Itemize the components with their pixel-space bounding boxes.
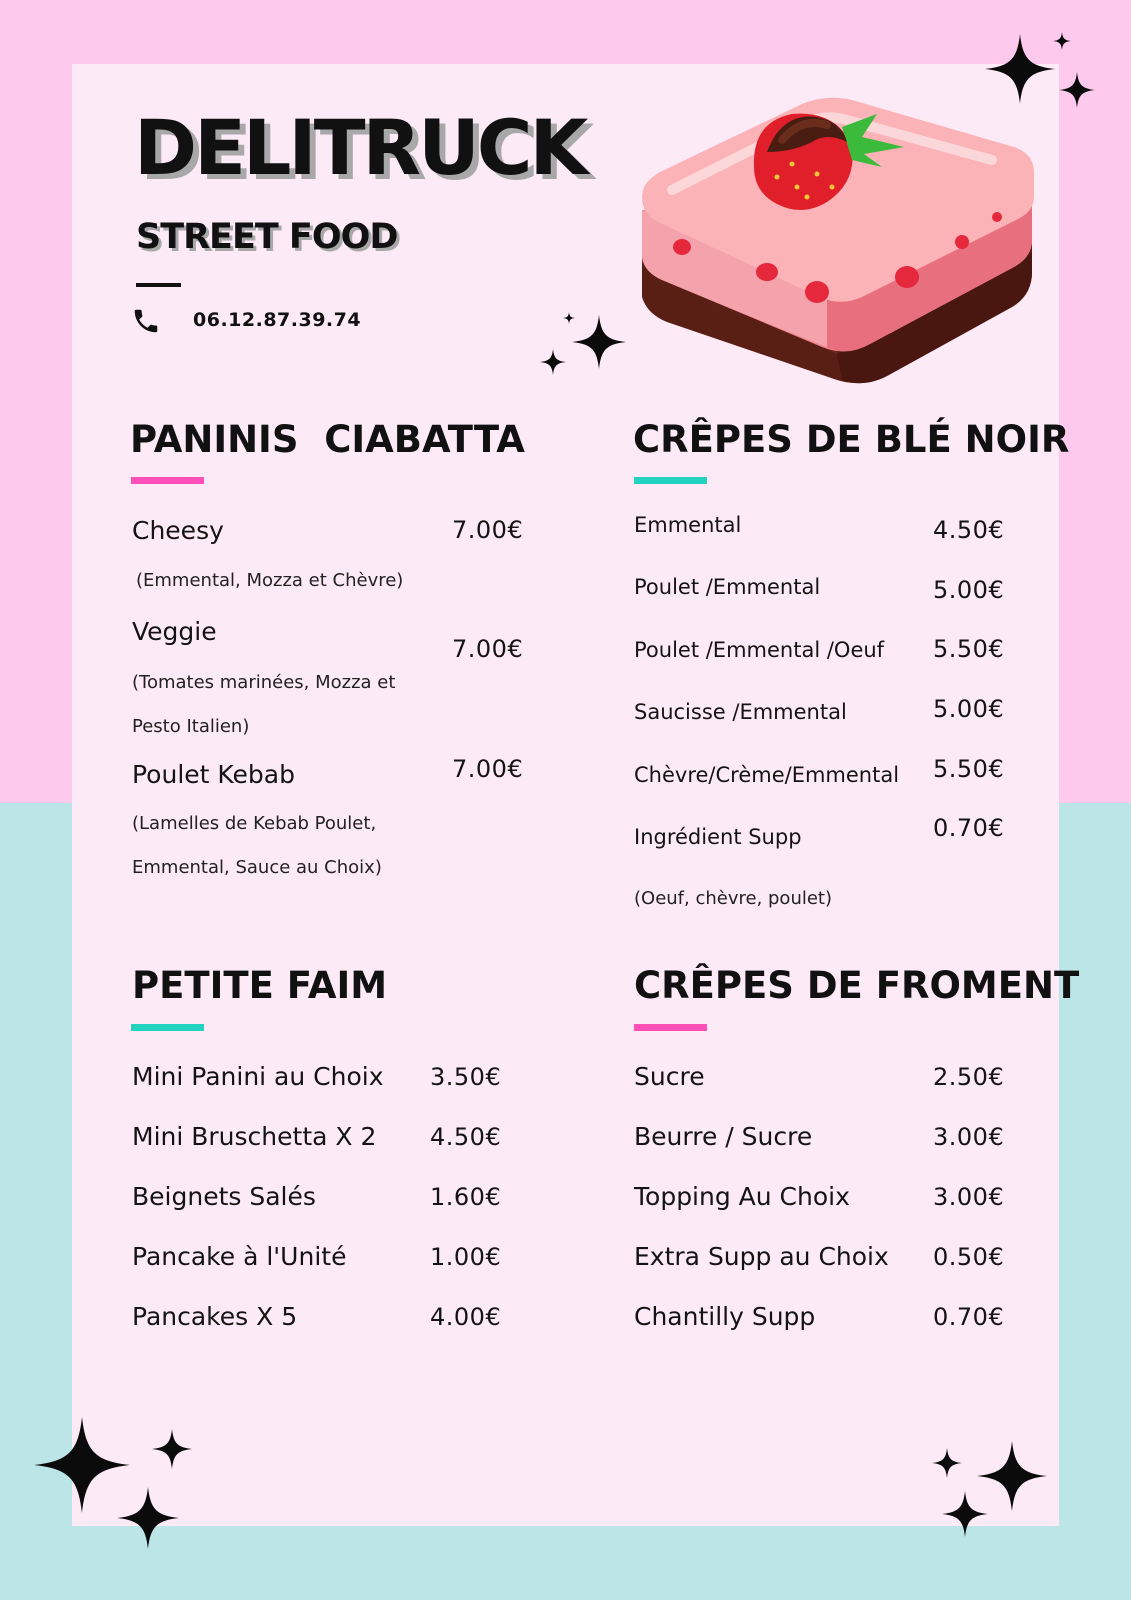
menu-item-price: 7.00€ xyxy=(452,755,524,783)
menu-item-name: Pancakes X 5 xyxy=(132,1302,298,1331)
menu-item-price: 3.00€ xyxy=(933,1183,1005,1211)
brand-tagline: STREET FOOD xyxy=(136,217,398,257)
sparkle-icon xyxy=(34,1415,130,1515)
strawberry-cake-illustration xyxy=(642,92,1052,392)
menu-item-price: 0.50€ xyxy=(933,1243,1005,1271)
menu-item-name: Poulet /Emmental xyxy=(634,575,821,599)
section-title-crepes-ble-noir: CRÊPES DE BLÉ NOIR xyxy=(633,418,1070,461)
section-underline xyxy=(131,1024,204,1031)
menu-item-price: 3.50€ xyxy=(430,1063,502,1091)
menu-item-price: 1.60€ xyxy=(430,1183,502,1211)
sparkle-icon xyxy=(540,348,566,376)
menu-item-description: (Tomates marinées, Mozza et xyxy=(132,672,396,693)
menu-item-name: Pancake à l'Unité xyxy=(132,1242,347,1271)
section-underline xyxy=(634,1024,707,1031)
menu-item-name: Sucre xyxy=(634,1062,705,1091)
menu-item-price: 4.00€ xyxy=(430,1303,502,1331)
menu-item-name: Saucisse /Emmental xyxy=(634,700,847,724)
menu-item-price: 5.00€ xyxy=(933,576,1005,604)
sparkle-icon xyxy=(1053,32,1071,50)
menu-item-description: (Lamelles de Kebab Poulet, xyxy=(132,813,377,834)
menu-item-description: Emmental, Sauce au Choix) xyxy=(132,857,382,878)
menu-item-price: 5.50€ xyxy=(933,635,1005,663)
section-title-paninis: PANINIS CIABATTA xyxy=(130,418,525,461)
section-title-crepes-froment: CRÊPES DE FROMENT xyxy=(634,964,1080,1007)
menu-item-price: 7.00€ xyxy=(452,635,524,663)
menu-item-price: 3.00€ xyxy=(933,1123,1005,1151)
menu-item-name: Poulet Kebab xyxy=(132,760,295,789)
sparkle-icon xyxy=(1059,72,1095,108)
menu-item-name: Beurre / Sucre xyxy=(634,1122,813,1151)
menu-item-price: 4.50€ xyxy=(430,1123,502,1151)
menu-item-name: Beignets Salés xyxy=(132,1182,316,1211)
menu-item-price: 5.50€ xyxy=(933,755,1005,783)
section-underline xyxy=(634,477,707,484)
sparkle-icon xyxy=(942,1490,988,1538)
menu-item-name: Chèvre/Crème/Emmental xyxy=(634,763,900,787)
section-title-petite-faim: PETITE FAIM xyxy=(132,964,388,1007)
menu-item-price: 1.00€ xyxy=(430,1243,502,1271)
menu-item-name: Veggie xyxy=(132,617,217,646)
menu-item-name: Mini Panini au Choix xyxy=(132,1062,384,1091)
phone-icon xyxy=(131,306,161,336)
sparkle-icon xyxy=(572,310,626,374)
sparkle-icon xyxy=(985,26,1055,112)
menu-item-name: Cheesy xyxy=(132,516,224,545)
menu-item-price: 5.00€ xyxy=(933,695,1005,723)
menu-item-price: 7.00€ xyxy=(452,516,524,544)
sparkle-icon xyxy=(117,1486,179,1550)
menu-item-price: 0.70€ xyxy=(933,1303,1005,1331)
menu-item-name: Chantilly Supp xyxy=(634,1302,816,1331)
brand-divider xyxy=(136,283,181,287)
menu-item-name: Ingrédient Supp xyxy=(634,825,802,849)
menu-item-name: Mini Bruschetta X 2 xyxy=(132,1122,377,1151)
menu-item-name: Extra Supp au Choix xyxy=(634,1242,889,1271)
sparkle-icon xyxy=(152,1428,192,1470)
section-underline xyxy=(131,477,204,484)
sparkle-icon xyxy=(932,1447,962,1479)
menu-item-description: (Oeuf, chèvre, poulet) xyxy=(634,888,833,909)
phone-number[interactable]: 06.12.87.39.74 xyxy=(193,309,362,331)
menu-item-name: Poulet /Emmental /Oeuf xyxy=(634,638,885,662)
menu-item-price: 2.50€ xyxy=(933,1063,1005,1091)
brand-title: DELITRUCK xyxy=(134,103,586,192)
menu-item-price: 0.70€ xyxy=(933,814,1005,842)
menu-item-price: 4.50€ xyxy=(933,516,1005,544)
menu-item-description: Pesto Italien) xyxy=(132,716,250,737)
menu-item-name: Topping Au Choix xyxy=(634,1182,850,1211)
menu-item-description: (Emmental, Mozza et Chèvre) xyxy=(136,570,404,591)
menu-item-name: Emmental xyxy=(634,513,742,537)
